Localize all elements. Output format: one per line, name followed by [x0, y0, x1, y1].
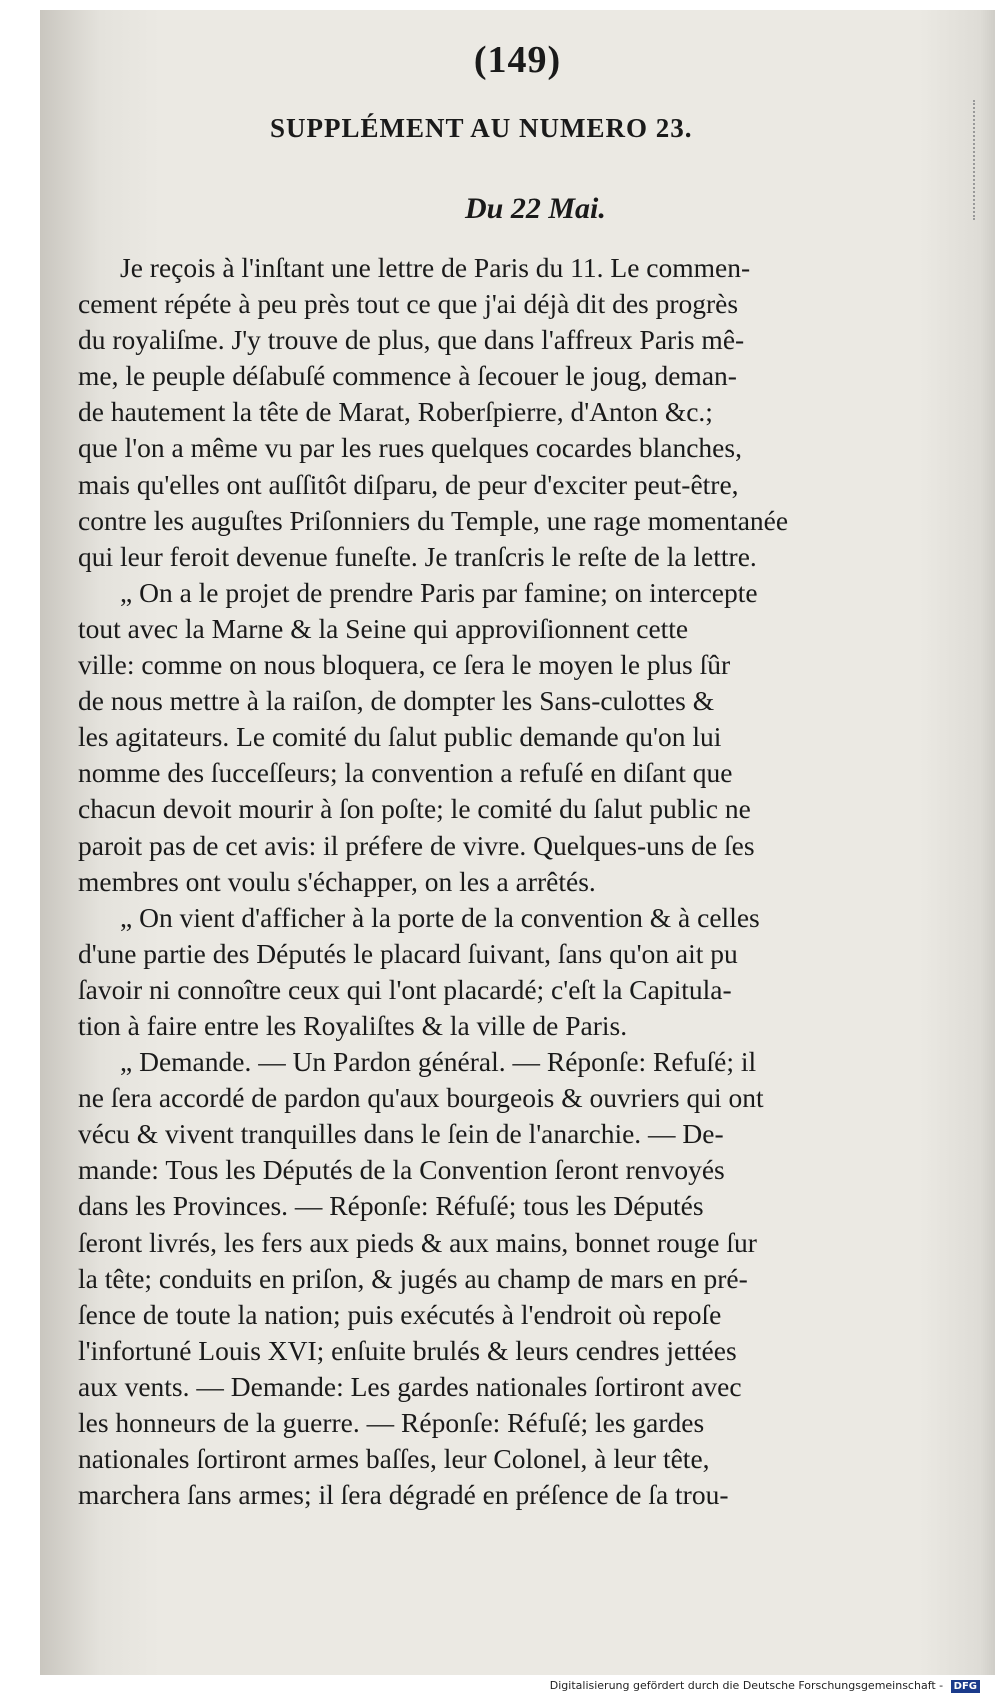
text-line: cement répéte à peu près tout ce que j'ai déjà dit des progrès	[78, 288, 739, 320]
text-line: dans les Provinces. — Réponſe: Réfuſé; tous les Députés	[78, 1190, 704, 1222]
footer-credit: Digitalisierung gefördert durch die Deutsche Forschungsgemeinschaft -	[549, 1679, 944, 1692]
text-line: membres ont voulu s'échapper, on les a arrêtés.	[78, 865, 596, 897]
text-line: ville: comme on nous bloquera, ce ſera le moyen le plus ſûr	[78, 649, 731, 681]
text-line: Je reçois à l'inſtant une lettre de Paris du 11. Le commen-	[120, 252, 751, 283]
text-line: me, le peuple déſabuſé commence à ſecouer le joug, deman-	[78, 360, 737, 392]
scanned-page	[40, 10, 995, 1675]
text-line: du royaliſme. J'y trouve de plus, que dans l'affreux Paris mê-	[78, 324, 745, 356]
text-line: „ Demande. — Un Pardon général. — Réponſe: Refuſé; il	[120, 1046, 757, 1078]
text-line: de nous mettre à la raiſon, de dompter les Sans-culottes &	[78, 685, 715, 717]
text-line: ne ſera accordé de pardon qu'aux bourgeois & ouvriers qui ont	[78, 1082, 764, 1114]
text-line: tout avec la Marne & la Seine qui approviſionnent cette	[78, 612, 689, 644]
page-number: (149)	[473, 39, 562, 81]
text-line: marchera ſans armes; il ſera dégradé en préſence de ſa trou-	[78, 1479, 729, 1511]
text-line: chacun devoit mourir à ſon poſte; le comité du ſalut public ne	[78, 793, 751, 825]
text-line: nomme des ſucceſſeurs; la convention a refuſé en diſant que	[78, 757, 733, 789]
dateline: Du 22 Mai.	[465, 192, 606, 225]
text-line: „ On a le projet de prendre Paris par famine; on intercepte	[120, 576, 758, 608]
text-line: que l'on a même vu par les rues quelques cocardes blanches,	[78, 432, 742, 464]
supplement-title: SUPPLÉMENT AU NUMERO 23.	[270, 113, 693, 143]
text-line: de hautement la tête de Marat, Roberſpierre, d'Anton &c.;	[78, 396, 713, 428]
text-line: les agitateurs. Le comité du ſalut public demande qu'on lui	[78, 721, 722, 753]
text-line: „ On vient d'afficher à la porte de la convention & à celles	[120, 901, 760, 933]
text-line: mande: Tous les Députés de la Convention ſeront renvoyés	[78, 1154, 725, 1186]
dfg-logo: DFG	[951, 1680, 980, 1693]
text-line: vécu & vivent tranquilles dans le ſein de l'anarchie. — De-	[78, 1118, 724, 1150]
text-line: paroit pas de cet avis: il préfere de vivre. Quelques-uns de ſes	[78, 829, 755, 861]
text-line: ſeront livrés, les fers aux pieds & aux mains, bonnet rouge ſur	[78, 1226, 757, 1258]
text-line: nationales ſortiront armes baſſes, leur Colonel, à leur tête,	[78, 1443, 710, 1475]
text-line: contre les auguſtes Priſonniers du Temple, une rage momentanée	[78, 504, 789, 536]
text-line: aux vents. — Demande: Les gardes nationales ſortiront avec	[78, 1370, 742, 1402]
text-line: ſence de toute la nation; puis exécutés à l'endroit où repoſe	[78, 1298, 722, 1330]
text-line: ſavoir ni connoître ceux qui l'ont placardé; c'eſt la Capitula-	[78, 973, 732, 1005]
text-line: la tête; conduits en priſon, & jugés au champ de mars en pré-	[78, 1262, 748, 1294]
text-line: d'une partie des Députés le placard ſuivant, ſans qu'on ait pu	[78, 937, 738, 969]
text-line: mais qu'elles ont auſſitôt diſparu, de peur d'exciter peut-être,	[78, 468, 739, 500]
digitization-footer	[550, 1679, 980, 1693]
page-edge-mark	[973, 100, 989, 220]
body-text	[78, 250, 963, 1513]
text-line: l'infortuné Louis XVI; enſuite brulés & leurs cendres jettées	[78, 1334, 737, 1366]
text-line: les honneurs de la guerre. — Réponſe: Réfuſé; les gardes	[78, 1407, 705, 1438]
text-line: qui leur feroit devenue funeſte. Je tranſcris le reſte de la lettre.	[78, 540, 757, 572]
text-line: tion à faire entre les Royaliſtes & la ville de Paris.	[78, 1009, 628, 1041]
